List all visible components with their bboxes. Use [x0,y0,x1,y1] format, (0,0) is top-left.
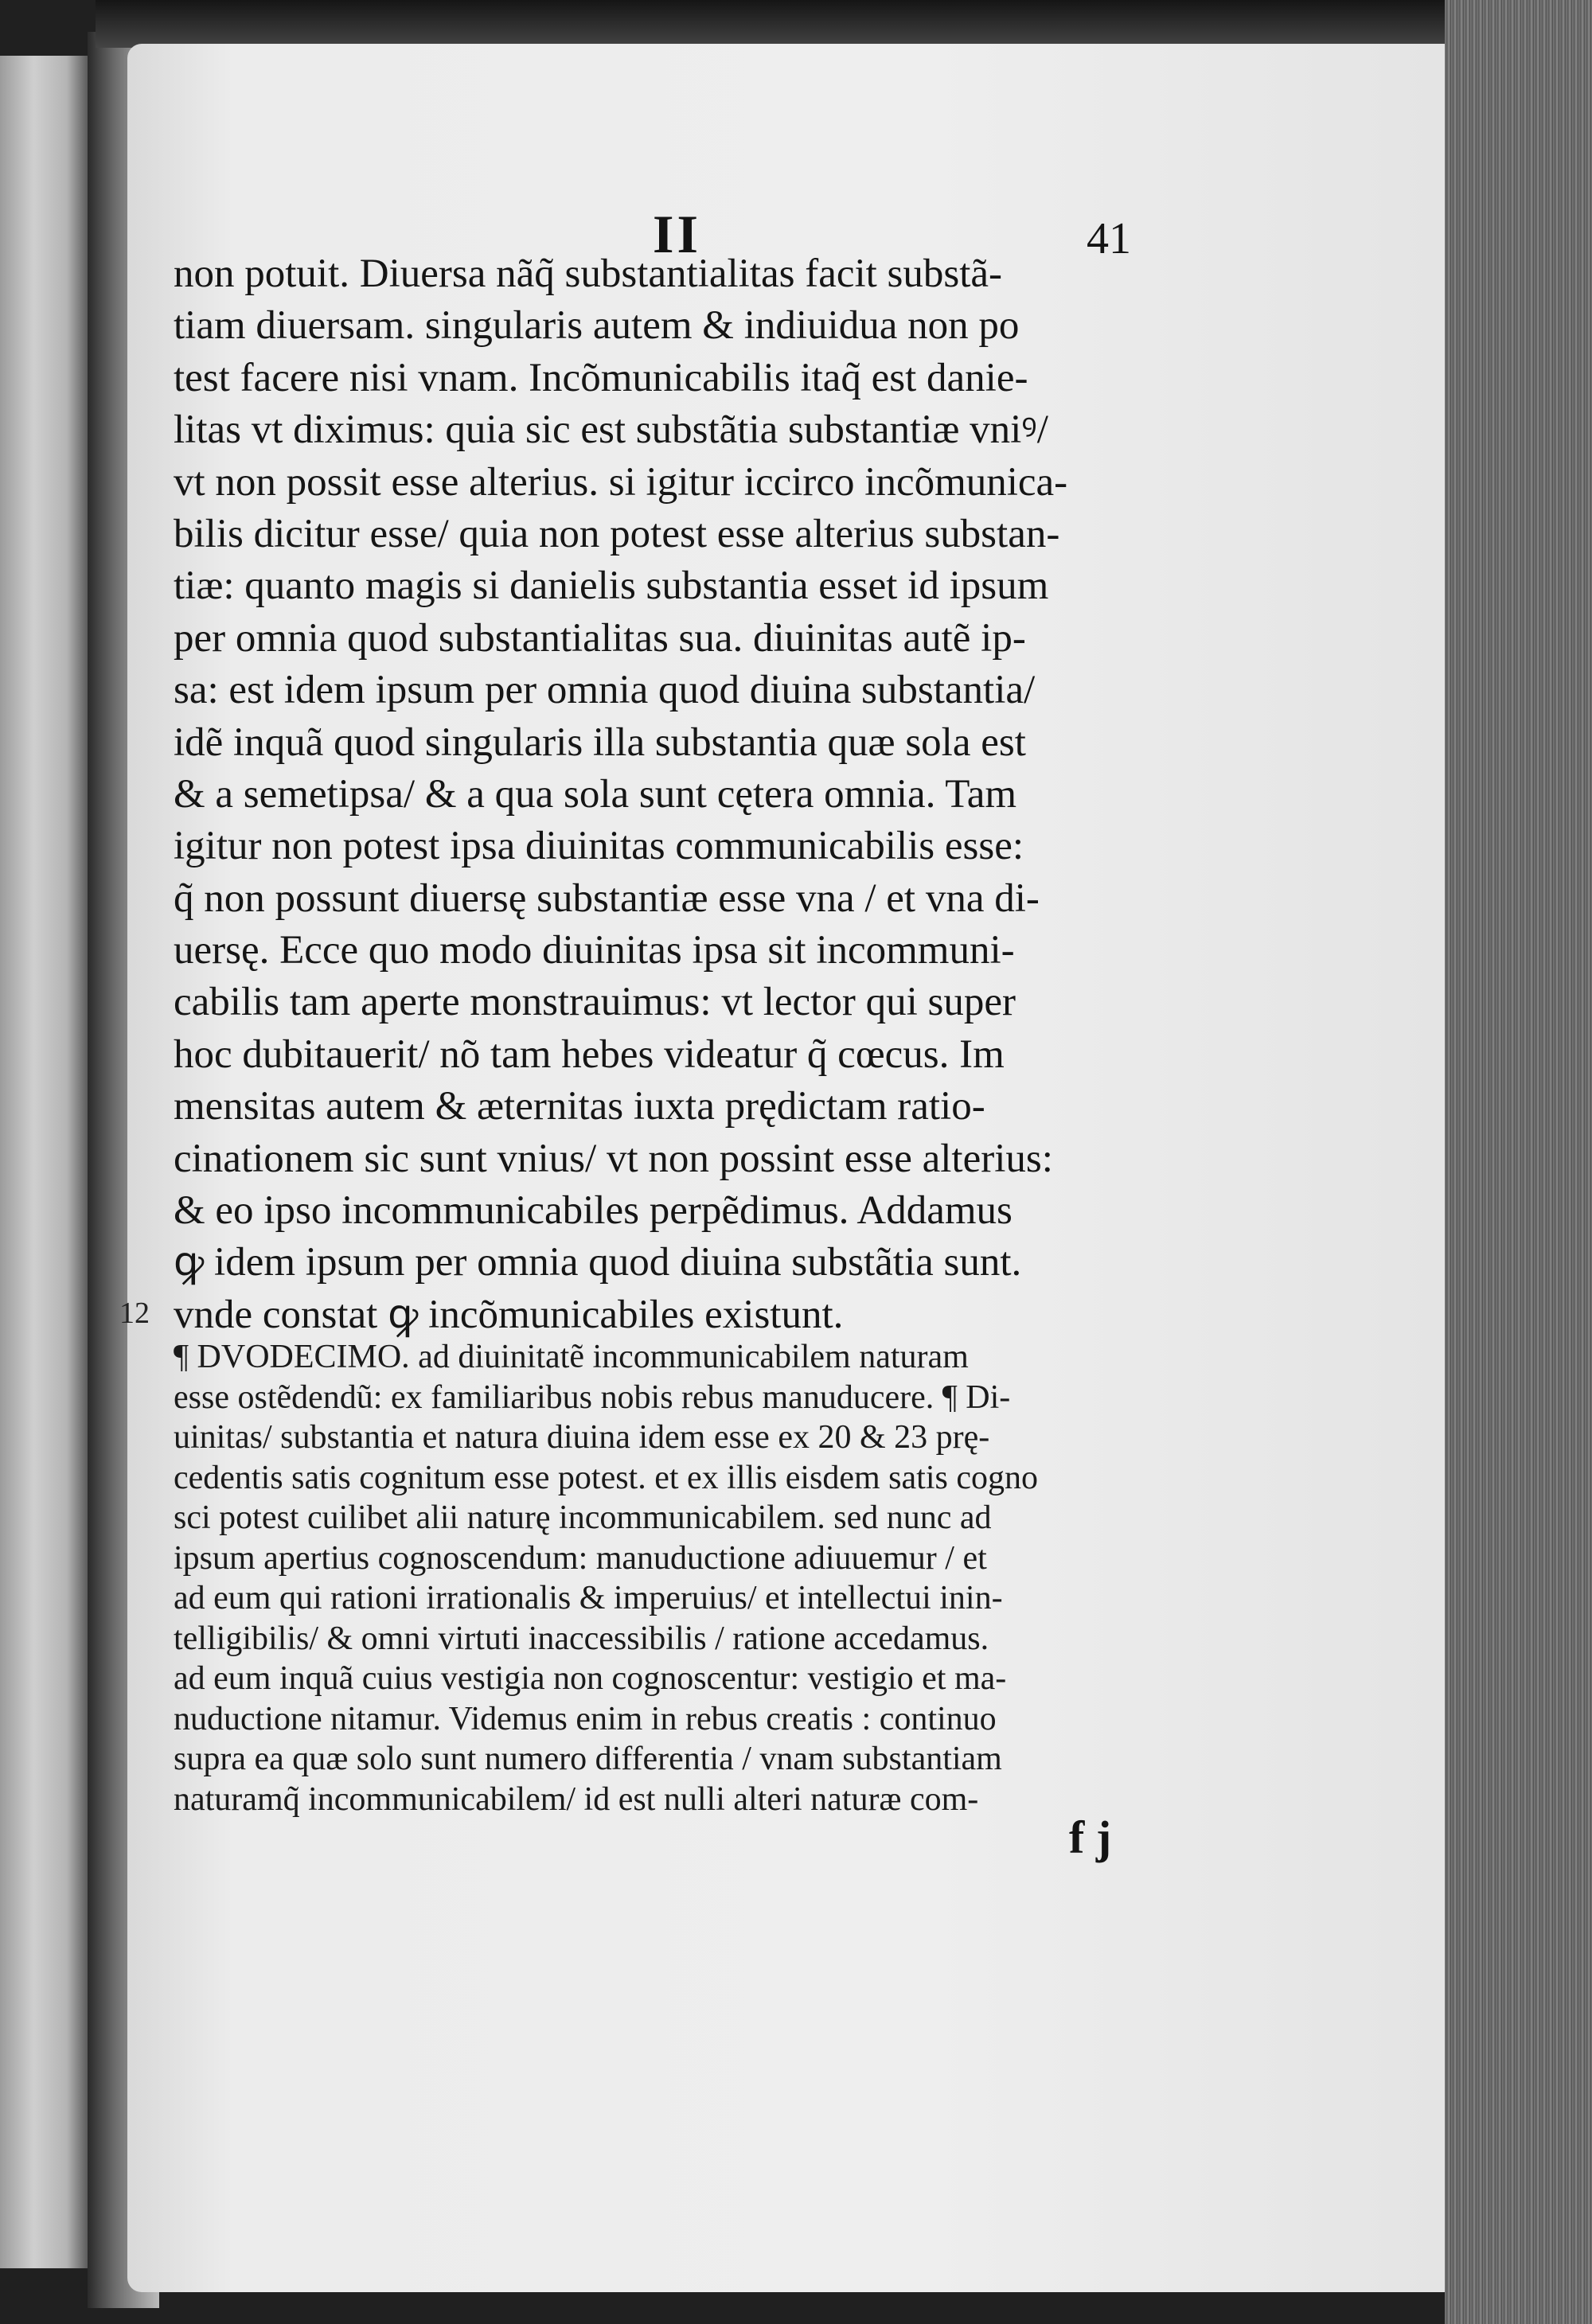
section-line: ad eum qui rationi irrationalis & imperuius/ et intellectui inin- [174,1580,1003,1616]
text-line: tiæ: quanto magis si danielis substantia esset id ipsum [174,563,1049,609]
section-line: ¶ DVODECIMO. ad diuinitatẽ incommunicabilem naturam [174,1339,969,1375]
margin-section-number: 12 [119,1297,150,1330]
catchword: f j [1069,1811,1112,1863]
text-line: hoc dubitauerit/ nõ tam hebes videatur q̃ cœcus. Im [174,1031,1005,1077]
text-line: test facere nisi vnam. Incõmunicabilis itaq̃ est danie- [174,355,1028,400]
fore-edge-leaves [1445,0,1592,2324]
section-line: cedentis satis cognitum esse potest. et ex illis eisdem satis cogno [174,1459,1038,1496]
text-line: uersę. Ecce quo modo diuinitas ipsa sit incommuni- [174,928,1015,973]
text-line: non potuit. Diuersa nãq̃ substantialitas facit substã- [174,252,1003,296]
facing-page-edge [0,56,96,2268]
text-line: vt non possit esse alterius. si igitur iccirco incõmunica- [174,459,1068,505]
text-line: litas vt diximus: quia sic est substãtia substantiæ vniꝰ/ [174,407,1048,453]
section-line: ad eum inquã cuius vestigia non cognoscentur: vestigio et ma- [174,1660,1007,1697]
section-twelve-text [174,1337,1138,1819]
main-text-block [174,248,1138,1341]
book-top-edge [96,0,1592,48]
text-line: mensitas autem & æternitas iuxta prędictam ratio- [174,1084,985,1129]
text-line: & eo ipso incommunicabiles perpẽdimus. Addamus [174,1188,1013,1234]
section-line: ipsum apertius cognoscendum: manuductione adiuuemur / et [174,1539,987,1577]
text-line: vnde constat ꝙ incõmunicabiles existunt. [174,1292,844,1337]
text-line: ꝙ idem ipsum per omnia quod diuina substãtia sunt. [174,1240,1022,1285]
section-line: naturamq̃ incommunicabilem/ id est nulli alteri naturæ com- [174,1780,979,1818]
section-line: telligibilis/ & omni virtuti inaccessibilis / ratione accedamus. [174,1620,989,1657]
signature-head: II [653,204,701,264]
text-line: bilis dicitur esse/ quia non potest esse alterius substan- [174,511,1060,556]
section-line: nuductione nitamur. Videmus enim in rebus creatis : continuo [174,1700,997,1737]
section-line: esse ostẽdendũ: ex familiaribus nobis rebus manuducere. ¶ Di- [174,1378,1011,1416]
text-line: per omnia quod substantialitas sua. diuinitas autẽ ip- [174,615,1026,661]
text-line: sa: est idem ipsum per omnia quod diuina substantia/ [174,668,1036,713]
text-line: cinationem sic sunt vnius/ vt non possint esse alterius: [174,1136,1053,1181]
folio-number: 41 [1087,214,1131,263]
section-line: sci potest cuilibet alii naturę incommunicabilem. sed nunc ad [174,1499,992,1536]
section-line: uinitas/ substantia et natura diuina idem esse ex 20 & 23 prę- [174,1419,990,1456]
text-line: igitur non potest ipsa diuinitas communicabilis esse: [174,824,1024,869]
text-line: cabilis tam aperte monstrauimus: vt lector qui super [174,980,1016,1025]
text-line: & a semetipsa/ & a qua sola sunt cętera omnia. Tam [174,771,1017,817]
text-line: idẽ inquã quod singularis illa substantia quæ sola est [174,719,1026,765]
text-line: tiam diuersam. singularis autem & indiuidua non po [174,303,1020,349]
section-line: supra ea quæ solo sunt numero differentia / vnam substantiam [174,1741,1002,1777]
text-line: q̃ non possunt diuersę substantiæ esse vna / et vna di- [174,875,1040,921]
